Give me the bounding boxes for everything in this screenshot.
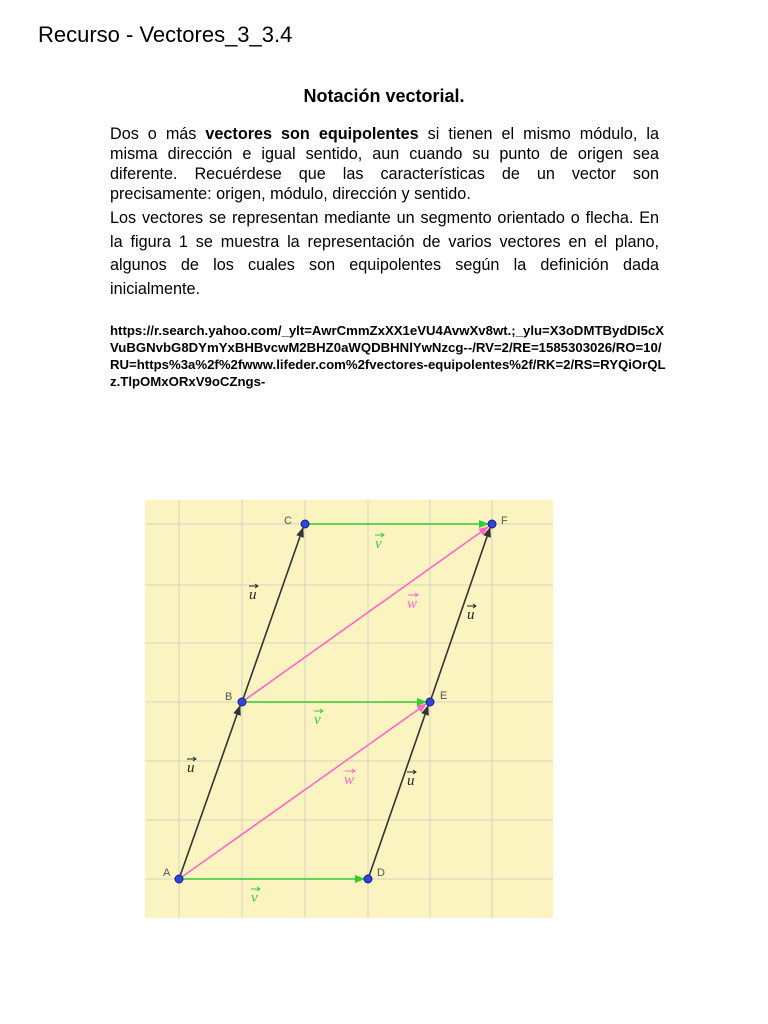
point-d — [364, 875, 372, 883]
svg-text:u: u — [467, 607, 475, 623]
point-c — [301, 520, 309, 528]
label-f: F — [501, 515, 508, 527]
source-url: https://r.search.yahoo.com/_ylt=AwrCmmZxXX1eVU4AvwXv8wt.;_ylu=X3oDMTBydDI5cXVuBGNvbG8DYmYxBHBvcwM2BHZ0aWQDBHNlYwNzcg--/RV=2/RE=1585303026/RO=10/RU=https%3a%2f%2fwww.lifeder.com%2fvectores-equipolentes%2f/RK=2/RS=RYQiOrQLz.TlpOMxORxV9oCZngs- — [110, 323, 666, 389]
label-e: E — [440, 690, 448, 702]
svg-text:v: v — [375, 536, 382, 552]
para1-pre: Dos o más — [110, 125, 206, 143]
vector-label-w-2 — [344, 769, 355, 788]
vector-diagram — [145, 500, 553, 918]
section-title: Notación vectorial. — [303, 86, 465, 106]
label-d: D — [377, 867, 385, 879]
point-a — [175, 875, 183, 883]
label-a: A — [163, 867, 171, 879]
para1-bold: vectores son equipolentes — [205, 125, 419, 143]
svg-text:w: w — [407, 596, 418, 612]
svg-text:w: w — [344, 772, 355, 788]
vector-label-w-1 — [407, 593, 418, 612]
svg-text:v: v — [314, 712, 321, 728]
point-e — [426, 698, 434, 706]
para1-post: si tienen el mismo módulo, la misma dirección e igual sentido, aun cuando su punto de origen sea diferente. Recuérdese que las características de un vector son precisamente: origen, módulo, dirección y sentido. — [110, 125, 660, 203]
svg-text:u: u — [407, 773, 415, 789]
svg-text:u: u — [249, 587, 257, 603]
document-header: Recurso - Vectores_3_3.4 — [38, 22, 293, 47]
point-f — [488, 520, 496, 528]
paragraph-representation: Los vectores se representan mediante un segmento orientado o flecha. En la figura 1 se muestra la representación de varios vectores en el plano, algunos de los cuales son equipolentes según la definición dada inicialmente. — [110, 209, 659, 298]
vector-figure — [145, 500, 553, 923]
point-b — [238, 698, 246, 706]
paragraph-definition — [110, 124, 659, 204]
svg-text:v: v — [251, 890, 258, 906]
label-b: B — [225, 691, 233, 703]
svg-text:u: u — [187, 760, 195, 776]
label-c: C — [284, 515, 292, 527]
